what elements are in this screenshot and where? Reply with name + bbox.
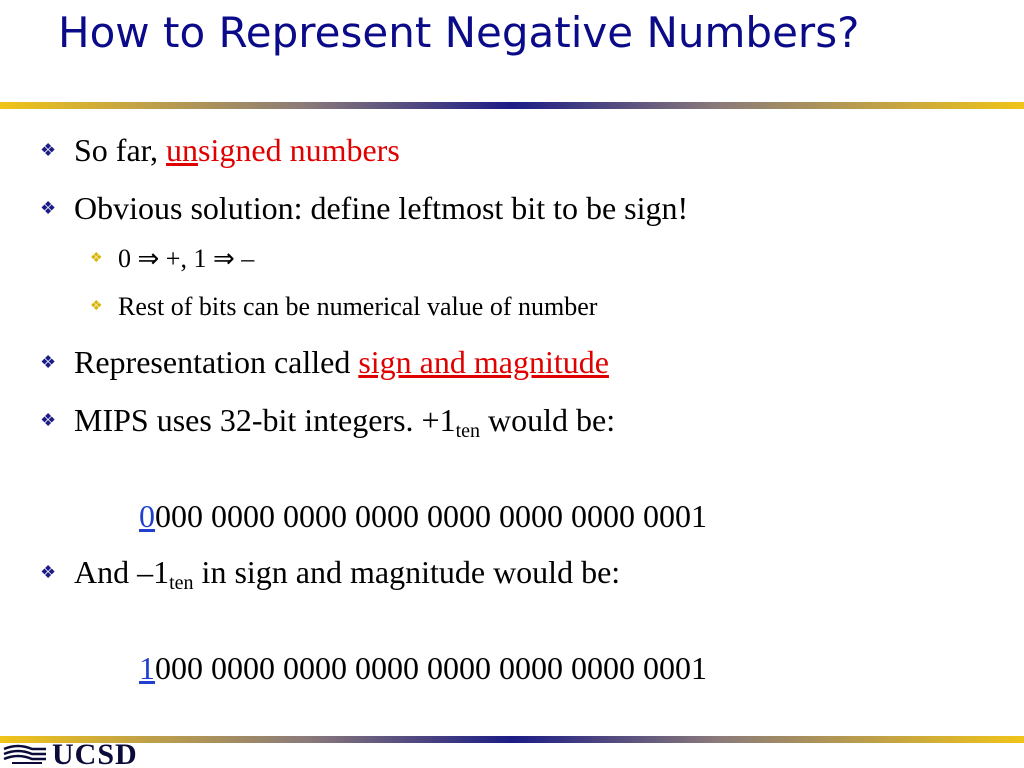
bullet-text: Representation called <box>74 344 359 380</box>
highlight-un: un <box>166 132 199 168</box>
binary-digits: 000 0000 0000 0000 0000 0000 0000 0001 <box>155 498 707 534</box>
bullet-text: Obvious solution: define leftmost bit to be sign! <box>74 190 689 226</box>
bullet-text: So far, <box>74 132 167 168</box>
bullet-minus-one <box>40 554 621 594</box>
subbullet-sign-mapping <box>90 244 254 274</box>
bullet-obvious-solution <box>40 190 688 227</box>
diamond-bullet-icon: ❖ <box>40 410 57 431</box>
binary-plus-one <box>139 498 707 535</box>
binary-digits: 000 0000 0000 0000 0000 0000 0000 0001 <box>155 650 707 686</box>
bullet-so-far <box>40 132 400 169</box>
title-divider <box>0 102 1024 109</box>
subscript-ten: ten <box>455 420 481 442</box>
diamond-bullet-icon: ❖ <box>40 562 57 583</box>
bullet-mips-32bit <box>40 402 616 442</box>
diamond-bullet-icon: ❖ <box>40 352 57 373</box>
diamond-bullet-icon: ❖ <box>40 140 57 161</box>
subbullet-rest-of-bits <box>90 292 597 322</box>
diamond-bullet-icon: ❖ <box>40 198 57 219</box>
ucsd-trident-icon <box>2 741 50 767</box>
ucsd-logo-text: UCSD <box>52 738 138 768</box>
subbullet-text: 0 ⇒ +, 1 ⇒ – <box>118 244 255 273</box>
sign-and-magnitude-link[interactable]: sign and magnitude <box>358 344 609 380</box>
bullet-text-suffix: in sign and magnitude would be: <box>193 554 621 590</box>
slide-title: How to Represent Negative Numbers? <box>58 8 860 57</box>
binary-minus-one <box>139 650 707 687</box>
subbullet-text: Rest of bits can be numerical value of number <box>118 292 598 321</box>
highlight-signed-numbers: signed numbers <box>198 132 400 168</box>
diamond-subbullet-icon: ❖ <box>90 298 103 314</box>
sign-bit-zero: 0 <box>139 498 155 534</box>
bullet-text: And –1 <box>74 554 170 590</box>
bullet-text-suffix: would be: <box>480 402 616 438</box>
bullet-text: MIPS uses 32-bit integers. +1 <box>74 402 456 438</box>
subscript-ten: ten <box>169 572 194 594</box>
sign-bit-one: 1 <box>139 650 155 686</box>
ucsd-logo <box>2 740 162 768</box>
bullet-representation <box>40 344 609 381</box>
diamond-subbullet-icon: ❖ <box>90 250 103 266</box>
